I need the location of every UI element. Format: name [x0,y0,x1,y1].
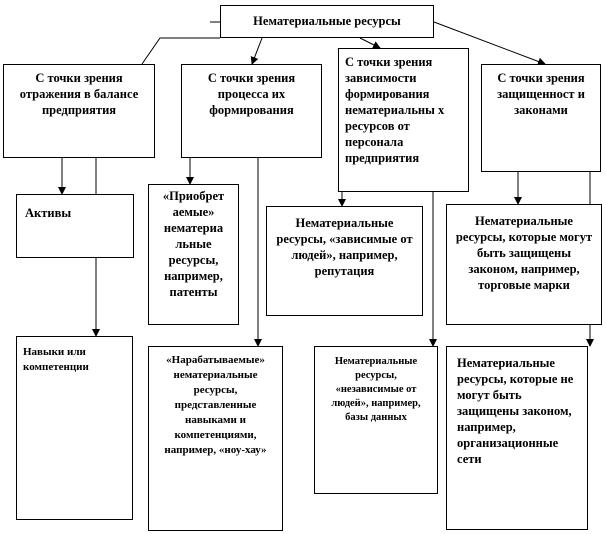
category-personnel: С точки зрения зависимости формирования нематериальны х ресурсов от персонала предприятия [338,48,469,192]
category-balance: С точки зрения отражения в балансе предприятия [3,64,155,158]
category-law: С точки зрения защищенност и законами [481,64,601,172]
leaf-unprotected: Нематериальные ресурсы, которые не могут быть защищены законом, например, организационные сети [446,346,588,530]
connector-root-branch [142,38,220,64]
root-node: Нематериальные ресурсы [220,5,434,38]
leaf-skills: Навыки или компетенции [16,336,133,520]
leaf-assets: Активы [16,194,134,258]
category-formation: С точки зрения процесса их формирования [181,64,322,158]
leaf-dependent: Нематериальные ресурсы, «зависимые от людей», например, репутация [266,206,423,316]
connector-root-proc [252,38,262,64]
leaf-independent: Нематериальные ресурсы, «независимые от людей», например, базы данных [314,346,438,494]
leaf-developed: «Нарабатываемые» нематериальные ресурсы, представленные навыками и компетенциями, например, «ноу-хау» [148,346,283,531]
leaf-protected: Нематериальные ресурсы, которые могут быть защищены законом, например, торговые марки [446,204,602,325]
connector-root-personnel [360,38,380,48]
leaf-acquired: «Приобрет аемые» нематериа льные ресурсы, например, патенты [148,184,239,325]
